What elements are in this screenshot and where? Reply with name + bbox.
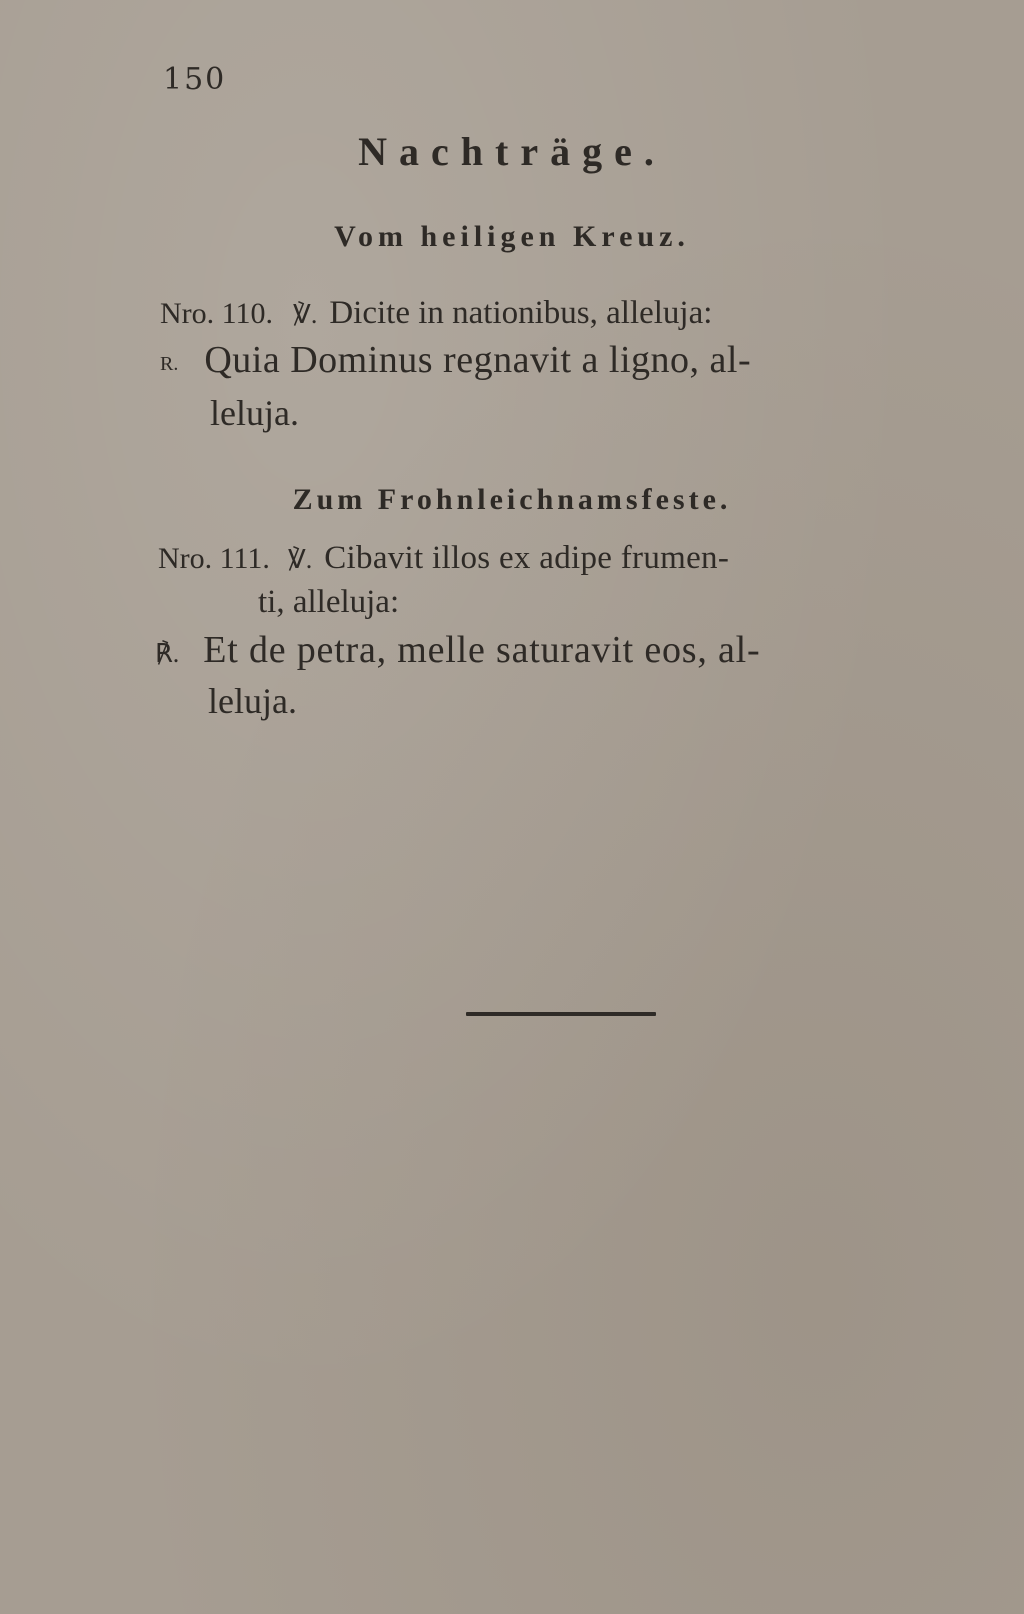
response-mark: ℟. [155,639,180,668]
section-heading-holy-cross: Vom heiligen Kreuz. [334,220,690,253]
entry-111-versicle-continuation: ti, alleluja: [258,584,400,620]
end-rule-divider [466,1012,656,1016]
entry-number: Nro. 111. [158,542,270,575]
versicle-mark: ℣. [293,300,318,329]
entry-111-response [155,628,760,672]
page-number: 150 [163,62,227,97]
versicle-text: Dicite in nationibus, alleluja: [329,295,713,331]
entry-111-response-continuation: leluja. [208,681,297,721]
versicle-mark: ℣. [287,545,313,574]
entry-110-versicle [160,295,712,332]
entry-111-versicle [158,540,729,577]
entry-110-response [160,338,751,382]
versicle-text: Cibavit illos ex adipe frumen- [324,540,730,576]
response-text: Quia Dominus regnavit a ligno, al- [204,339,752,381]
response-mark: R. [160,352,179,375]
page-title: Nachträge. [358,129,666,174]
response-text: Et de petra, melle saturavit eos, al- [203,629,761,671]
entry-number: Nro. 110. [160,297,274,330]
section-heading-corpus-christi: Zum Frohnleichnamsfeste. [292,483,732,516]
entry-110-response-continuation: leluja. [210,393,299,433]
